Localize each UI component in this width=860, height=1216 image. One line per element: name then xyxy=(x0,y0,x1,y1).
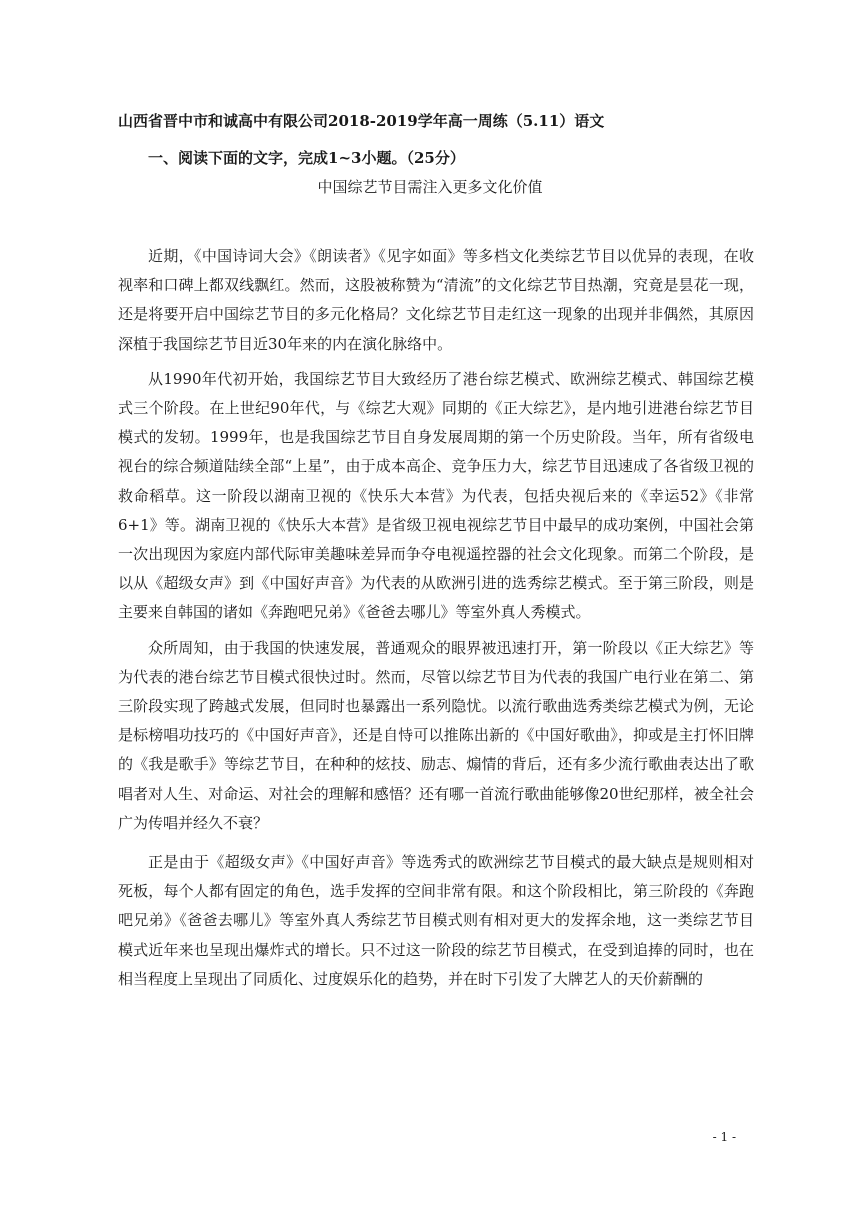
page-number: - 1 - xyxy=(712,1130,736,1144)
paragraph-4: 正是由于《超级女声》《中国好声音》等选秀式的欧洲综艺节目模式的最大缺点是规则相对死板，每个人都有固定的角色，选手发挥的空间非常有限。和这个阶段相比，第三阶段的《奔跑吧兄弟》《爸爸去哪儿》等室外真人秀综艺节目模式则有相对更大的发挥余地，这一类综艺节目模式近年来也呈现出爆炸式的增长。只不过这一阶段的综艺节目模式，在受到追捧的同时，也在相当程度上呈现出了同质化、过度娱乐化的趋势，并在时下引发了大牌艺人的天价薪酬的 xyxy=(118,853,754,988)
article-body xyxy=(118,242,754,994)
paragraph-2: 从1990年代初开始，我国综艺节目大致经历了港台综艺模式、欧洲综艺模式、韩国综艺模式三个阶段。在上世纪90年代，与《综艺大观》同期的《正大综艺》，是内地引进港台综艺节目模式的发轫。1999年，也是我国综艺节目自身发展周期的第一个历史阶段。当年，所有省级电视台的综合频道陆续全部“上星”，由于成本高企、竞争压力大，综艺节目迅速成了各省级卫视的救命稻草。这一阶段以湖南卫视的《快乐大本营》为代表，包括央视后来的《幸运52》《非常6+1》等。湖南卫视的《快乐大本营》是省级卫视电视综艺节目中最早的成功案例，中国社会第一次出现因为家庭内部代际审美趣味差异而争夺电视遥控器的社会文化现象。而第二个阶段，是以从《超级女声》到《中国好声音》为代表的从欧洲引进的选秀综艺模式。至于第三阶段，则是主要来自韩国的诸如《奔跑吧兄弟》《爸爸去哪儿》等室外真人秀模式。 xyxy=(118,369,754,622)
document-title: 山西省晋中市和诚高中有限公司2018-2019学年高一周练（5.11）语文 xyxy=(118,112,605,130)
paragraph-3: 众所周知，由于我国的快速发展，普通观众的眼界被迅速打开，第一阶段以《正大综艺》等为代表的港台综艺节目模式很快过时。然而，尽管以综艺节目为代表的我国广电行业在第二、第三阶段实现了跨越式发展，但同时也暴露出一系列隐忧。以流行歌曲选秀类综艺模式为例，无论是标榜唱功技巧的《中国好声音》，还是自恃可以推陈出新的《中国好歌曲》，抑或是主打怀旧牌的《我是歌手》等综艺节目，在种种的炫技、励志、煽情的背后，还有多少流行歌曲表达出了歌唱者对人生、对命运、对社会的理解和感悟？还有哪一首流行歌曲能够像20世纪那样，被全社会广为传唱并经久不衰？ xyxy=(118,638,754,832)
section-heading: 一、阅读下面的文字，完成1~3小题。（25分） xyxy=(148,149,465,167)
article-title: 中国综艺节目需注入更多文化价值 xyxy=(317,178,543,196)
paragraph-1: 近期，《中国诗词大会》《朗读者》《见字如面》等多档文化类综艺节目以优异的表现，在收视率和口碑上都双线飘红。然而，这股被称赞为“清流”的文化综艺节目热潮，究竟是昙花一现，还是将要开启中国综艺节目的多元化格局？文化综艺节目走红这一现象的出现并非偶然，其原因深植于我国综艺节目近30年来的内在演化脉络中。 xyxy=(118,247,754,353)
